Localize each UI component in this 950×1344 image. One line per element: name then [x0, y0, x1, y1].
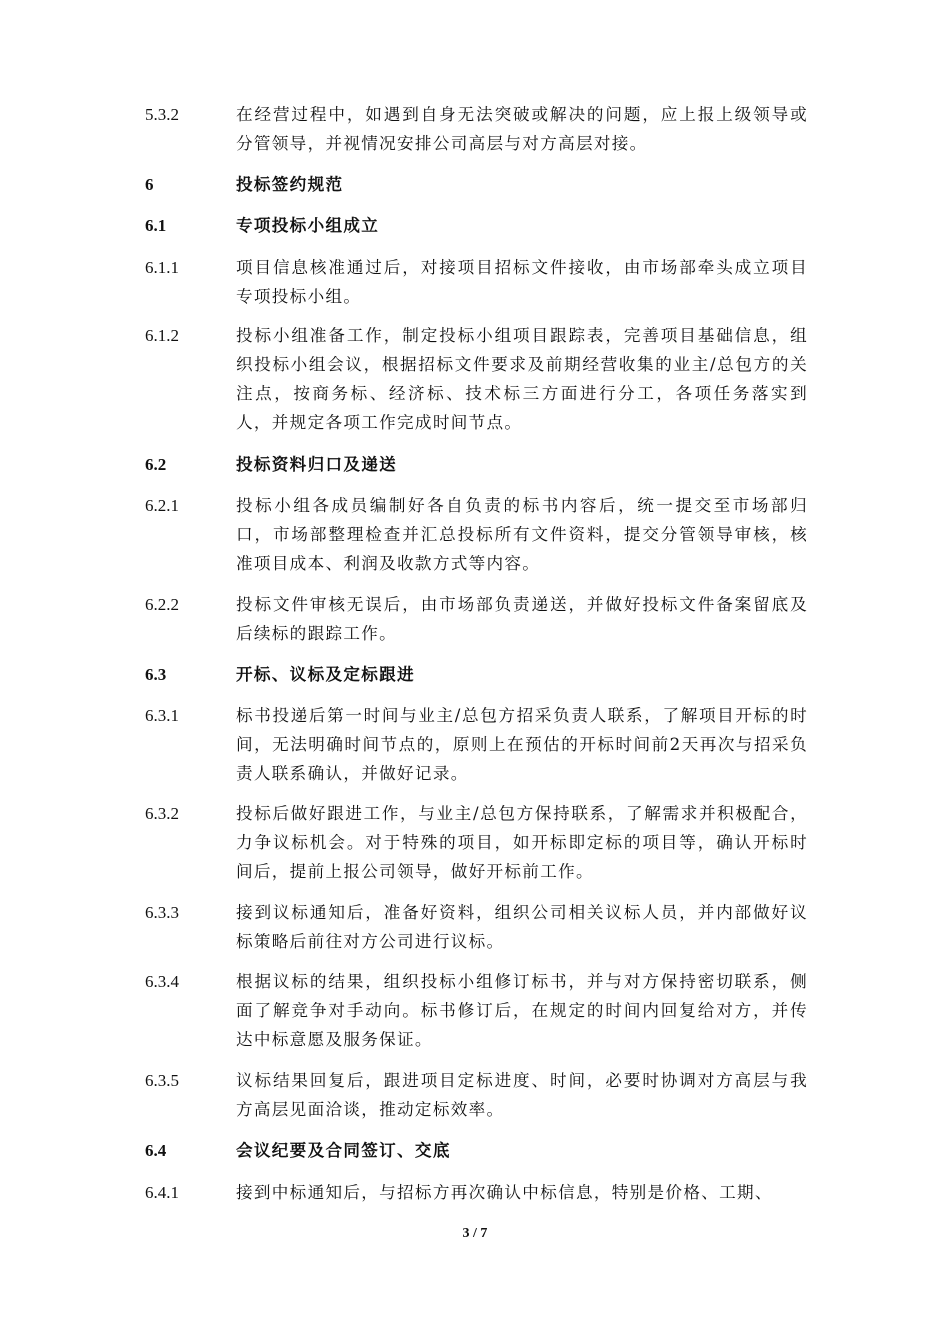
clause-number: 6.1.2 [145, 326, 179, 345]
clause-number: 6.2.1 [145, 496, 179, 515]
clause-number: 6.3.1 [145, 706, 179, 725]
heading-number: 6.1 [145, 216, 167, 235]
heading-title: 专项投标小组成立 [236, 215, 380, 235]
clause-number: 6.3.5 [145, 1071, 179, 1090]
clause-number: 5.3.2 [145, 105, 179, 124]
clause-text: 接到中标通知后，与招标方再次确认中标信息，特别是价格、工期、 [236, 1183, 773, 1202]
clause-number: 6.3.3 [145, 903, 179, 922]
clause-number: 6.3.4 [145, 972, 179, 991]
clause-text: 根据议标的结果，组织投标小组修订标书，并与对方保持密切联系，侧面了解竞争对手动向。标书修订后，在规定的时间内回复给对方，并传达中标意愿及服务保证。 [236, 972, 808, 1049]
heading-number: 6.3 [145, 665, 167, 684]
page-number: 3 / 7 [462, 1226, 488, 1241]
clause-text: 投标文件审核无误后，由市场部负责递送，并做好投标文件备案留底及后续标的跟踪工作。 [236, 595, 808, 643]
heading-title: 投标签约规范 [236, 174, 344, 194]
heading-number: 6.4 [145, 1141, 167, 1160]
clause-text: 投标小组准备工作，制定投标小组项目跟踪表，完善项目基础信息，组织投标小组会议，根据招标文件要求及前期经营收集的业主/总包方的关注点，按商务标、经济标、技术标三方面进行分工，各项任务落实到人，并规定各项工作完成时间节点。 [236, 326, 808, 432]
heading-number: 6.2 [145, 455, 167, 474]
heading-title: 开标、议标及定标跟进 [236, 664, 415, 684]
heading-title: 会议纪要及合同签订、交底 [236, 1140, 451, 1160]
clause-text: 在经营过程中，如遇到自身无法突破或解决的问题，应上报上级领导或分管领导，并视情况安排公司高层与对方高层对接。 [236, 105, 808, 153]
clause-text: 投标后做好跟进工作，与业主/总包方保持联系，了解需求并积极配合，力争议标机会。对于特殊的项目，如开标即定标的项目等，确认开标时间后，提前上报公司领导，做好开标前工作。 [236, 804, 808, 881]
clause-number: 6.1.1 [145, 258, 179, 277]
clause-number: 6.3.2 [145, 804, 179, 823]
clause-number: 6.2.2 [145, 595, 179, 614]
clause-number: 6.4.1 [145, 1183, 179, 1202]
clause-text: 项目信息核准通过后，对接项目招标文件接收，由市场部牵头成立项目专项投标小组。 [236, 258, 808, 306]
heading-title: 投标资料归口及递送 [236, 454, 398, 474]
heading-number: 6 [145, 175, 154, 194]
clause-text: 标书投递后第一时间与业主/总包方招采负责人联系，了解项目开标的时间，无法明确时间节点的，原则上在预估的开标时间前2天再次与招采负责人联系确认，并做好记录。 [236, 706, 808, 783]
clause-text: 接到议标通知后，准备好资料，组织公司相关议标人员，并内部做好议标策略后前往对方公司进行议标。 [236, 903, 808, 951]
clause-text: 投标小组各成员编制好各自负责的标书内容后，统一提交至市场部归口，市场部整理检查并汇总投标所有文件资料，提交分管领导审核，核准项目成本、利润及收款方式等内容。 [236, 496, 808, 573]
clause-text: 议标结果回复后，跟进项目定标进度、时间，必要时协调对方高层与我方高层见面洽谈，推动定标效率。 [236, 1071, 808, 1119]
